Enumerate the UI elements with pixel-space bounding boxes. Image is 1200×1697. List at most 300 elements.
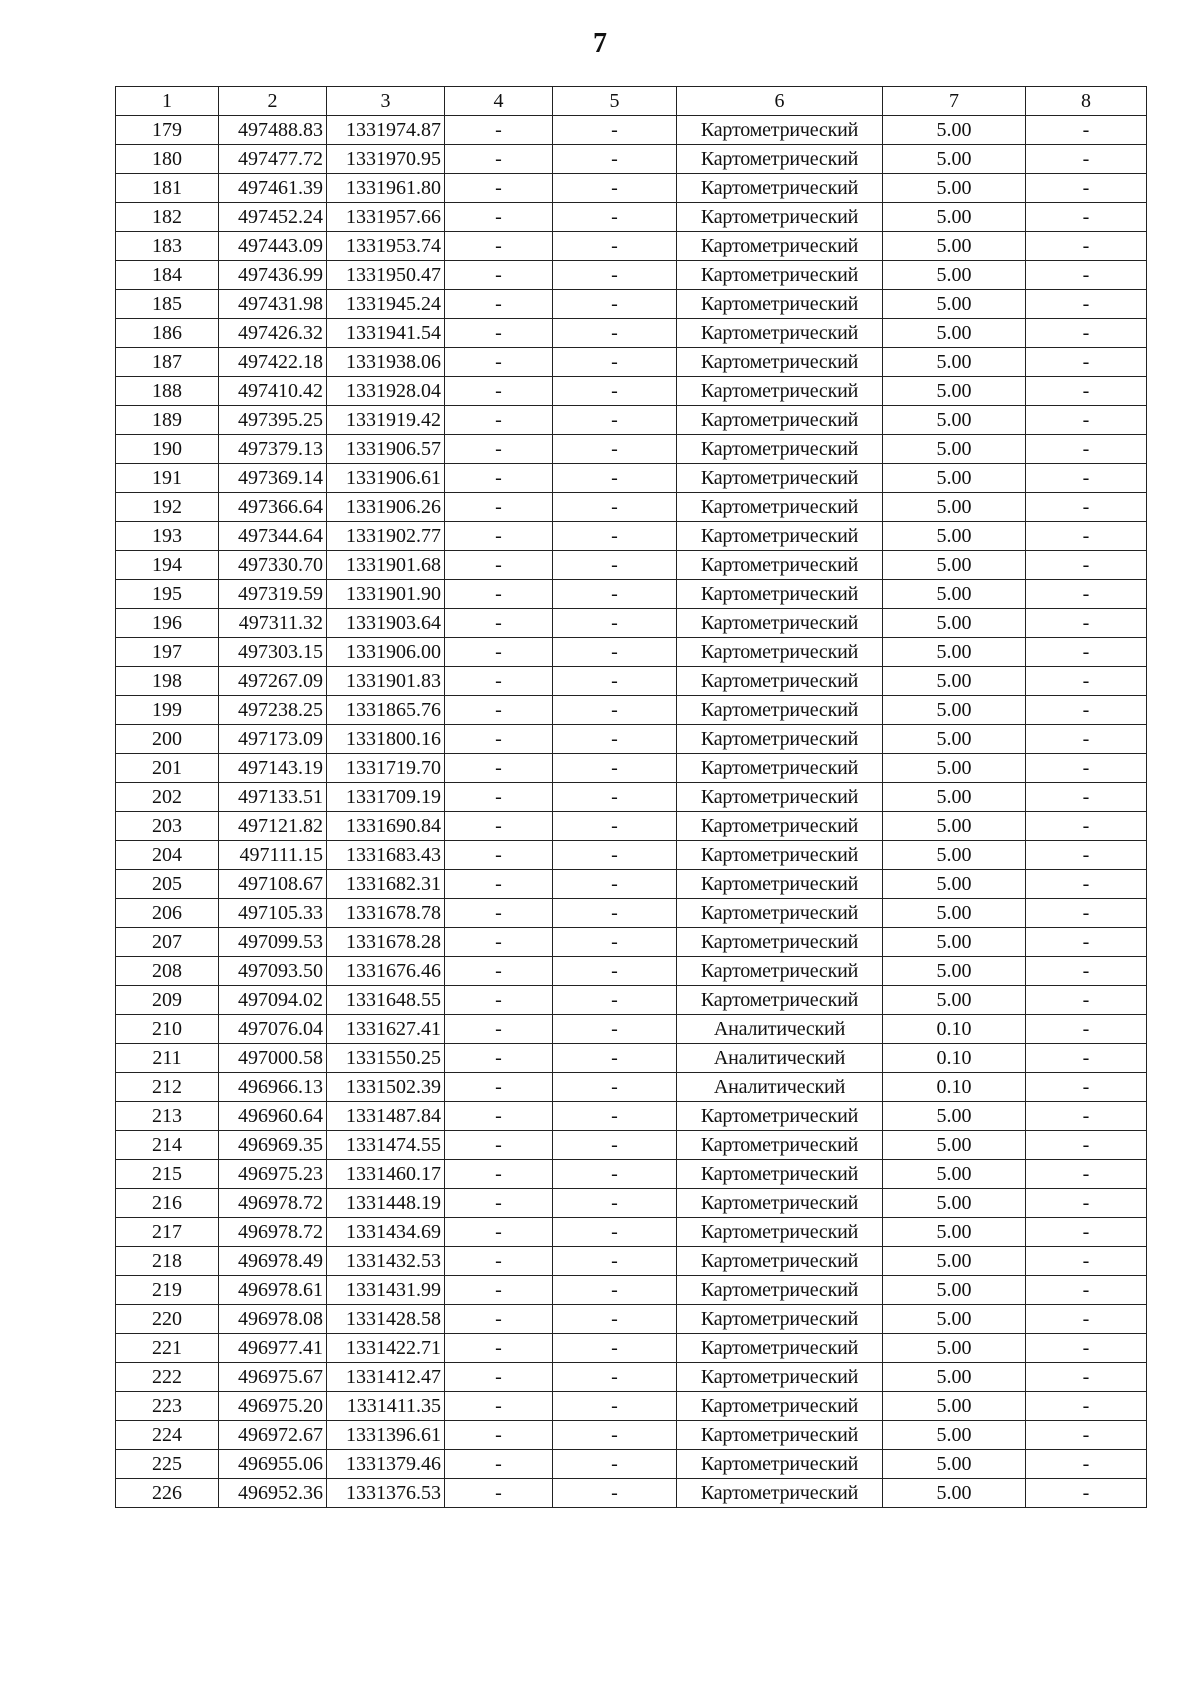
method-cell: Аналитический — [677, 1015, 883, 1044]
y-coordinate-cell: 1331460.17 — [327, 1160, 445, 1189]
col8-cell: - — [1026, 812, 1147, 841]
col5-cell: - — [553, 783, 677, 812]
col5-cell: - — [553, 348, 677, 377]
col5-cell: - — [553, 203, 677, 232]
col4-cell: - — [445, 435, 553, 464]
x-coordinate-cell: 497143.19 — [219, 754, 327, 783]
col5-cell: - — [553, 261, 677, 290]
point-number-cell: 195 — [116, 580, 219, 609]
x-coordinate-cell: 497488.83 — [219, 116, 327, 145]
col4-cell: - — [445, 1073, 553, 1102]
x-coordinate-cell: 496977.41 — [219, 1334, 327, 1363]
method-cell: Картометрический — [677, 145, 883, 174]
y-coordinate-cell: 1331945.24 — [327, 290, 445, 319]
x-coordinate-cell: 497000.58 — [219, 1044, 327, 1073]
x-coordinate-cell: 497431.98 — [219, 290, 327, 319]
method-cell: Картометрический — [677, 1218, 883, 1247]
table-row — [116, 174, 1147, 203]
x-coordinate-cell: 497477.72 — [219, 145, 327, 174]
col8-cell: - — [1026, 638, 1147, 667]
col5-cell: - — [553, 145, 677, 174]
col5-cell: - — [553, 609, 677, 638]
point-number-cell: 225 — [116, 1450, 219, 1479]
col4-cell: - — [445, 899, 553, 928]
col4-cell: - — [445, 1160, 553, 1189]
accuracy-cell: 5.00 — [883, 145, 1026, 174]
col8-cell: - — [1026, 1450, 1147, 1479]
point-number-cell: 209 — [116, 986, 219, 1015]
y-coordinate-cell: 1331970.95 — [327, 145, 445, 174]
accuracy-cell: 0.10 — [883, 1015, 1026, 1044]
x-coordinate-cell: 497111.15 — [219, 841, 327, 870]
y-coordinate-cell: 1331901.68 — [327, 551, 445, 580]
point-number-cell: 214 — [116, 1131, 219, 1160]
col4-cell: - — [445, 1189, 553, 1218]
col4-cell: - — [445, 1450, 553, 1479]
table-row — [116, 609, 1147, 638]
method-cell: Картометрический — [677, 522, 883, 551]
x-coordinate-cell: 497319.59 — [219, 580, 327, 609]
point-number-cell: 188 — [116, 377, 219, 406]
x-coordinate-cell: 496960.64 — [219, 1102, 327, 1131]
column-header: 8 — [1026, 87, 1147, 116]
accuracy-cell: 5.00 — [883, 1479, 1026, 1508]
accuracy-cell: 0.10 — [883, 1044, 1026, 1073]
y-coordinate-cell: 1331901.83 — [327, 667, 445, 696]
method-cell: Картометрический — [677, 551, 883, 580]
method-cell: Картометрический — [677, 1131, 883, 1160]
col5-cell: - — [553, 116, 677, 145]
col4-cell: - — [445, 493, 553, 522]
x-coordinate-cell: 497076.04 — [219, 1015, 327, 1044]
x-coordinate-cell: 496978.72 — [219, 1189, 327, 1218]
point-number-cell: 219 — [116, 1276, 219, 1305]
table-row — [116, 464, 1147, 493]
table-row — [116, 319, 1147, 348]
col4-cell: - — [445, 377, 553, 406]
col8-cell: - — [1026, 1102, 1147, 1131]
method-cell: Картометрический — [677, 1160, 883, 1189]
method-cell: Картометрический — [677, 783, 883, 812]
accuracy-cell: 5.00 — [883, 667, 1026, 696]
table-row — [116, 116, 1147, 145]
method-cell: Картометрический — [677, 957, 883, 986]
accuracy-cell: 5.00 — [883, 1247, 1026, 1276]
col8-cell: - — [1026, 174, 1147, 203]
method-cell: Картометрический — [677, 667, 883, 696]
accuracy-cell: 5.00 — [883, 1450, 1026, 1479]
table-row — [116, 348, 1147, 377]
col5-cell: - — [553, 551, 677, 580]
method-cell: Аналитический — [677, 1044, 883, 1073]
method-cell: Картометрический — [677, 1450, 883, 1479]
col8-cell: - — [1026, 725, 1147, 754]
point-number-cell: 199 — [116, 696, 219, 725]
y-coordinate-cell: 1331682.31 — [327, 870, 445, 899]
col8-cell: - — [1026, 145, 1147, 174]
point-number-cell: 226 — [116, 1479, 219, 1508]
method-cell: Картометрический — [677, 1479, 883, 1508]
y-coordinate-cell: 1331906.00 — [327, 638, 445, 667]
col4-cell: - — [445, 841, 553, 870]
col8-cell: - — [1026, 1479, 1147, 1508]
x-coordinate-cell: 497344.64 — [219, 522, 327, 551]
x-coordinate-cell: 497311.32 — [219, 609, 327, 638]
table-row — [116, 754, 1147, 783]
col4-cell: - — [445, 812, 553, 841]
col8-cell: - — [1026, 1305, 1147, 1334]
col8-cell: - — [1026, 1015, 1147, 1044]
x-coordinate-cell: 497099.53 — [219, 928, 327, 957]
accuracy-cell: 5.00 — [883, 1131, 1026, 1160]
col8-cell: - — [1026, 928, 1147, 957]
x-coordinate-cell: 496975.20 — [219, 1392, 327, 1421]
method-cell: Картометрический — [677, 290, 883, 319]
x-coordinate-cell: 496975.23 — [219, 1160, 327, 1189]
accuracy-cell: 5.00 — [883, 580, 1026, 609]
accuracy-cell: 5.00 — [883, 406, 1026, 435]
y-coordinate-cell: 1331434.69 — [327, 1218, 445, 1247]
table-row — [116, 957, 1147, 986]
col8-cell: - — [1026, 841, 1147, 870]
accuracy-cell: 5.00 — [883, 319, 1026, 348]
method-cell: Картометрический — [677, 348, 883, 377]
col5-cell: - — [553, 1189, 677, 1218]
method-cell: Картометрический — [677, 870, 883, 899]
point-number-cell: 218 — [116, 1247, 219, 1276]
col5-cell: - — [553, 1044, 677, 1073]
accuracy-cell: 5.00 — [883, 377, 1026, 406]
y-coordinate-cell: 1331800.16 — [327, 725, 445, 754]
y-coordinate-cell: 1331474.55 — [327, 1131, 445, 1160]
accuracy-cell: 5.00 — [883, 348, 1026, 377]
point-number-cell: 198 — [116, 667, 219, 696]
x-coordinate-cell: 497436.99 — [219, 261, 327, 290]
accuracy-cell: 5.00 — [883, 493, 1026, 522]
table-row — [116, 203, 1147, 232]
point-number-cell: 194 — [116, 551, 219, 580]
table-row — [116, 1421, 1147, 1450]
table-row — [116, 580, 1147, 609]
table-row — [116, 783, 1147, 812]
table-row — [116, 870, 1147, 899]
col8-cell: - — [1026, 1131, 1147, 1160]
accuracy-cell: 5.00 — [883, 1421, 1026, 1450]
y-coordinate-cell: 1331678.28 — [327, 928, 445, 957]
col4-cell: - — [445, 203, 553, 232]
col4-cell: - — [445, 725, 553, 754]
col5-cell: - — [553, 290, 677, 319]
x-coordinate-cell: 496978.61 — [219, 1276, 327, 1305]
table-row — [116, 928, 1147, 957]
col4-cell: - — [445, 1479, 553, 1508]
col5-cell: - — [553, 1421, 677, 1450]
col4-cell: - — [445, 261, 553, 290]
accuracy-cell: 5.00 — [883, 899, 1026, 928]
table-body — [116, 116, 1147, 1508]
point-number-cell: 211 — [116, 1044, 219, 1073]
col8-cell: - — [1026, 1247, 1147, 1276]
y-coordinate-cell: 1331396.61 — [327, 1421, 445, 1450]
y-coordinate-cell: 1331719.70 — [327, 754, 445, 783]
col4-cell: - — [445, 1421, 553, 1450]
table-row — [116, 1015, 1147, 1044]
col4-cell: - — [445, 609, 553, 638]
col5-cell: - — [553, 1479, 677, 1508]
col8-cell: - — [1026, 1363, 1147, 1392]
table-row — [116, 522, 1147, 551]
method-cell: Картометрический — [677, 638, 883, 667]
table-row — [116, 1160, 1147, 1189]
y-coordinate-cell: 1331376.53 — [327, 1479, 445, 1508]
y-coordinate-cell: 1331906.57 — [327, 435, 445, 464]
y-coordinate-cell: 1331379.46 — [327, 1450, 445, 1479]
point-number-cell: 204 — [116, 841, 219, 870]
y-coordinate-cell: 1331709.19 — [327, 783, 445, 812]
point-number-cell: 200 — [116, 725, 219, 754]
method-cell: Картометрический — [677, 812, 883, 841]
method-cell: Картометрический — [677, 899, 883, 928]
col4-cell: - — [445, 1015, 553, 1044]
y-coordinate-cell: 1331902.77 — [327, 522, 445, 551]
col4-cell: - — [445, 145, 553, 174]
col5-cell: - — [553, 232, 677, 261]
x-coordinate-cell: 497094.02 — [219, 986, 327, 1015]
table-row — [116, 1218, 1147, 1247]
col4-cell: - — [445, 232, 553, 261]
col4-cell: - — [445, 1131, 553, 1160]
y-coordinate-cell: 1331906.26 — [327, 493, 445, 522]
y-coordinate-cell: 1331627.41 — [327, 1015, 445, 1044]
accuracy-cell: 5.00 — [883, 522, 1026, 551]
col8-cell: - — [1026, 1044, 1147, 1073]
accuracy-cell: 5.00 — [883, 1334, 1026, 1363]
table-row — [116, 406, 1147, 435]
accuracy-cell: 5.00 — [883, 435, 1026, 464]
header-row — [116, 87, 1147, 116]
accuracy-cell: 5.00 — [883, 986, 1026, 1015]
point-number-cell: 186 — [116, 319, 219, 348]
col5-cell: - — [553, 754, 677, 783]
x-coordinate-cell: 497303.15 — [219, 638, 327, 667]
col5-cell: - — [553, 1276, 677, 1305]
method-cell: Картометрический — [677, 725, 883, 754]
y-coordinate-cell: 1331690.84 — [327, 812, 445, 841]
col5-cell: - — [553, 638, 677, 667]
x-coordinate-cell: 496972.67 — [219, 1421, 327, 1450]
method-cell: Картометрический — [677, 1363, 883, 1392]
y-coordinate-cell: 1331928.04 — [327, 377, 445, 406]
column-header: 3 — [327, 87, 445, 116]
table-row — [116, 261, 1147, 290]
col4-cell: - — [445, 696, 553, 725]
accuracy-cell: 5.00 — [883, 551, 1026, 580]
col8-cell: - — [1026, 348, 1147, 377]
point-number-cell: 208 — [116, 957, 219, 986]
table-row — [116, 1392, 1147, 1421]
y-coordinate-cell: 1331648.55 — [327, 986, 445, 1015]
method-cell: Картометрический — [677, 986, 883, 1015]
x-coordinate-cell: 497422.18 — [219, 348, 327, 377]
col8-cell: - — [1026, 1189, 1147, 1218]
col5-cell: - — [553, 174, 677, 203]
point-number-cell: 196 — [116, 609, 219, 638]
col5-cell: - — [553, 1131, 677, 1160]
col8-cell: - — [1026, 493, 1147, 522]
point-number-cell: 215 — [116, 1160, 219, 1189]
col5-cell: - — [553, 1334, 677, 1363]
x-coordinate-cell: 496978.08 — [219, 1305, 327, 1334]
method-cell: Картометрический — [677, 464, 883, 493]
col8-cell: - — [1026, 783, 1147, 812]
y-coordinate-cell: 1331502.39 — [327, 1073, 445, 1102]
method-cell: Картометрический — [677, 928, 883, 957]
table-row — [116, 493, 1147, 522]
accuracy-cell: 5.00 — [883, 261, 1026, 290]
col5-cell: - — [553, 1160, 677, 1189]
col8-cell: - — [1026, 1073, 1147, 1102]
column-header: 6 — [677, 87, 883, 116]
method-cell: Картометрический — [677, 435, 883, 464]
accuracy-cell: 5.00 — [883, 928, 1026, 957]
col4-cell: - — [445, 174, 553, 203]
point-number-cell: 190 — [116, 435, 219, 464]
col5-cell: - — [553, 841, 677, 870]
accuracy-cell: 5.00 — [883, 290, 1026, 319]
point-number-cell: 220 — [116, 1305, 219, 1334]
accuracy-cell: 5.00 — [883, 957, 1026, 986]
point-number-cell: 191 — [116, 464, 219, 493]
table-row — [116, 1305, 1147, 1334]
col4-cell: - — [445, 667, 553, 696]
x-coordinate-cell: 496952.36 — [219, 1479, 327, 1508]
x-coordinate-cell: 496975.67 — [219, 1363, 327, 1392]
method-cell: Картометрический — [677, 1276, 883, 1305]
point-number-cell: 201 — [116, 754, 219, 783]
accuracy-cell: 5.00 — [883, 783, 1026, 812]
table-row — [116, 725, 1147, 754]
point-number-cell: 180 — [116, 145, 219, 174]
x-coordinate-cell: 497133.51 — [219, 783, 327, 812]
x-coordinate-cell: 497121.82 — [219, 812, 327, 841]
point-number-cell: 205 — [116, 870, 219, 899]
column-header: 5 — [553, 87, 677, 116]
accuracy-cell: 5.00 — [883, 841, 1026, 870]
col5-cell: - — [553, 667, 677, 696]
col5-cell: - — [553, 870, 677, 899]
point-number-cell: 189 — [116, 406, 219, 435]
x-coordinate-cell: 497366.64 — [219, 493, 327, 522]
y-coordinate-cell: 1331448.19 — [327, 1189, 445, 1218]
accuracy-cell: 0.10 — [883, 1073, 1026, 1102]
column-header: 1 — [116, 87, 219, 116]
col5-cell: - — [553, 986, 677, 1015]
accuracy-cell: 5.00 — [883, 609, 1026, 638]
accuracy-cell: 5.00 — [883, 638, 1026, 667]
table-row — [116, 145, 1147, 174]
accuracy-cell: 5.00 — [883, 870, 1026, 899]
y-coordinate-cell: 1331961.80 — [327, 174, 445, 203]
accuracy-cell: 5.00 — [883, 464, 1026, 493]
col8-cell: - — [1026, 870, 1147, 899]
col8-cell: - — [1026, 551, 1147, 580]
table-row — [116, 1102, 1147, 1131]
method-cell: Картометрический — [677, 174, 883, 203]
y-coordinate-cell: 1331422.71 — [327, 1334, 445, 1363]
col8-cell: - — [1026, 1160, 1147, 1189]
y-coordinate-cell: 1331974.87 — [327, 116, 445, 145]
method-cell: Картометрический — [677, 319, 883, 348]
method-cell: Картометрический — [677, 754, 883, 783]
col5-cell: - — [553, 435, 677, 464]
point-number-cell: 192 — [116, 493, 219, 522]
col8-cell: - — [1026, 522, 1147, 551]
point-number-cell: 202 — [116, 783, 219, 812]
col5-cell: - — [553, 1305, 677, 1334]
x-coordinate-cell: 497369.14 — [219, 464, 327, 493]
table-row — [116, 290, 1147, 319]
x-coordinate-cell: 497093.50 — [219, 957, 327, 986]
col4-cell: - — [445, 580, 553, 609]
method-cell: Картометрический — [677, 377, 883, 406]
point-number-cell: 183 — [116, 232, 219, 261]
col4-cell: - — [445, 986, 553, 1015]
col4-cell: - — [445, 1247, 553, 1276]
method-cell: Картометрический — [677, 1247, 883, 1276]
accuracy-cell: 5.00 — [883, 1160, 1026, 1189]
col4-cell: - — [445, 754, 553, 783]
point-number-cell: 213 — [116, 1102, 219, 1131]
col4-cell: - — [445, 1392, 553, 1421]
y-coordinate-cell: 1331412.47 — [327, 1363, 445, 1392]
y-coordinate-cell: 1331432.53 — [327, 1247, 445, 1276]
col4-cell: - — [445, 1305, 553, 1334]
col8-cell: - — [1026, 696, 1147, 725]
col5-cell: - — [553, 406, 677, 435]
point-number-cell: 197 — [116, 638, 219, 667]
col8-cell: - — [1026, 667, 1147, 696]
table-row — [116, 1363, 1147, 1392]
method-cell: Картометрический — [677, 406, 883, 435]
table-row — [116, 812, 1147, 841]
method-cell: Картометрический — [677, 203, 883, 232]
table-row — [116, 696, 1147, 725]
table-row — [116, 638, 1147, 667]
col4-cell: - — [445, 638, 553, 667]
accuracy-cell: 5.00 — [883, 1276, 1026, 1305]
col8-cell: - — [1026, 1276, 1147, 1305]
x-coordinate-cell: 496969.35 — [219, 1131, 327, 1160]
y-coordinate-cell: 1331957.66 — [327, 203, 445, 232]
col5-cell: - — [553, 319, 677, 348]
col8-cell: - — [1026, 609, 1147, 638]
x-coordinate-cell: 497173.09 — [219, 725, 327, 754]
y-coordinate-cell: 1331901.90 — [327, 580, 445, 609]
table-row — [116, 899, 1147, 928]
x-coordinate-cell: 497461.39 — [219, 174, 327, 203]
col4-cell: - — [445, 1276, 553, 1305]
method-cell: Картометрический — [677, 1102, 883, 1131]
col8-cell: - — [1026, 754, 1147, 783]
accuracy-cell: 5.00 — [883, 1218, 1026, 1247]
col4-cell: - — [445, 783, 553, 812]
x-coordinate-cell: 497105.33 — [219, 899, 327, 928]
table-row — [116, 377, 1147, 406]
table-row — [116, 232, 1147, 261]
point-number-cell: 184 — [116, 261, 219, 290]
method-cell: Картометрический — [677, 1189, 883, 1218]
accuracy-cell: 5.00 — [883, 203, 1026, 232]
